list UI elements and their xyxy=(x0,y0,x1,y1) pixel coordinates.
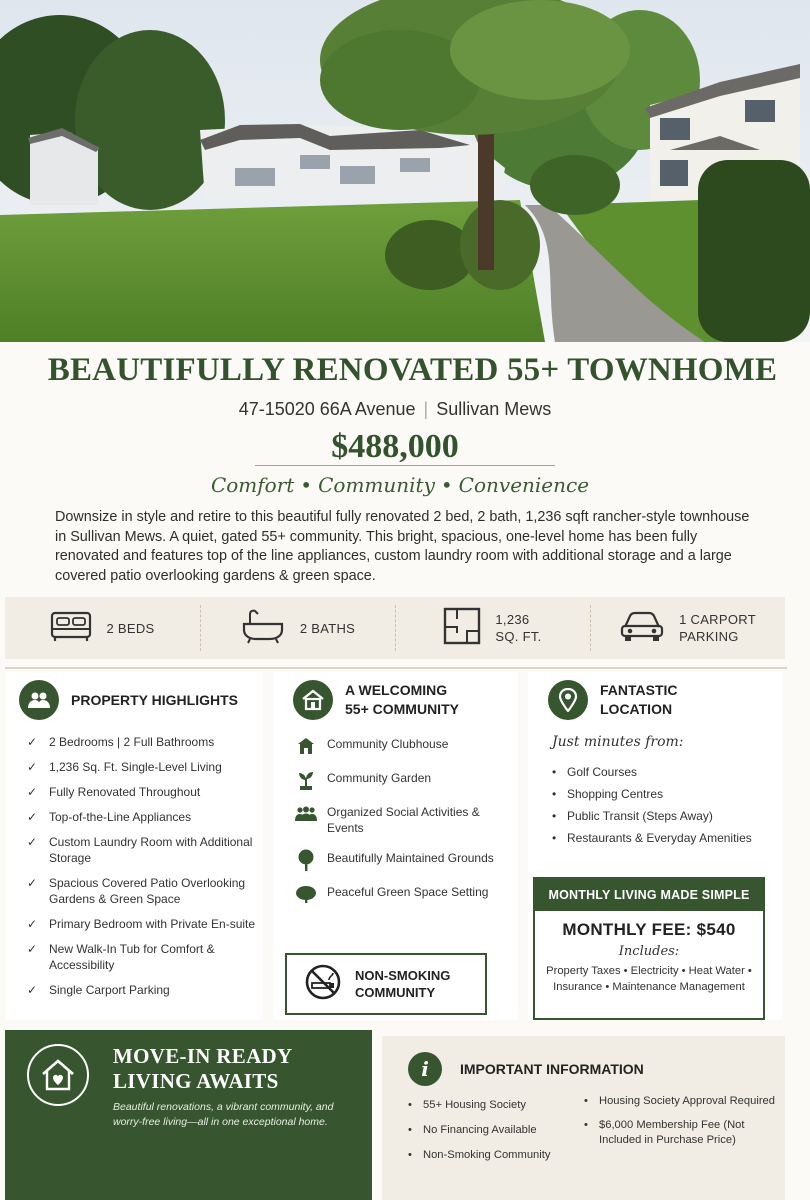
community-list xyxy=(295,736,515,918)
non-smoking-label: NON-SMOKING COMMUNITY xyxy=(355,968,451,1000)
monthly-fee-box xyxy=(533,877,765,1020)
list-item: • $6,000 Membership Fee (Not Included in Purchase Price) xyxy=(584,1118,779,1148)
feature-strip xyxy=(5,597,785,659)
green-space-icon xyxy=(295,884,317,904)
location-subtitle: Just minutes from: xyxy=(552,734,684,750)
check-icon: ✓ xyxy=(27,917,38,931)
divider: | xyxy=(423,399,429,419)
listing-address xyxy=(0,399,790,420)
check-icon: ✓ xyxy=(27,983,38,997)
list-item: • Restaurants & Everyday Amenities xyxy=(552,830,762,846)
floorplan-icon xyxy=(443,607,481,650)
tree-icon xyxy=(295,850,317,870)
monthly-fee: MONTHLY FEE: $540 xyxy=(562,920,736,939)
list-item: Community Clubhouse xyxy=(295,736,515,756)
section-title: FANTASTIC LOCATION xyxy=(600,682,678,717)
list-item: ✓ 1,236 Sq. Ft. Single-Level Living xyxy=(27,760,222,774)
listing-price: $488,000 xyxy=(331,428,459,465)
info-icon: i xyxy=(408,1052,442,1086)
feature-label: 2 BATHS xyxy=(299,620,356,636)
list-item: ✓ Primary Bedroom with Private En-suite xyxy=(27,917,256,931)
info-list-left xyxy=(408,1098,583,1173)
list-item: ✓ Top-of-the-Line Appliances xyxy=(27,810,192,824)
location-section xyxy=(528,672,783,1020)
hero-photo xyxy=(0,0,810,342)
check-icon: ✓ xyxy=(27,785,38,799)
people-icon xyxy=(19,680,59,720)
car-icon xyxy=(619,609,665,648)
feature-baths xyxy=(200,597,395,659)
clubhouse-icon xyxy=(295,736,317,756)
feature-label xyxy=(679,611,756,645)
feature-label: 2 BEDS xyxy=(106,620,155,636)
parking-line2: PARKING xyxy=(679,629,739,644)
tagline-word: Comfort xyxy=(210,473,295,497)
section-header xyxy=(548,680,678,720)
feature-beds xyxy=(5,597,200,659)
section-header xyxy=(408,1052,644,1086)
people-icon xyxy=(295,804,317,824)
check-icon: ✓ xyxy=(27,735,38,749)
list-item: • 55+ Housing Society xyxy=(408,1098,583,1113)
list-item: Community Garden xyxy=(295,770,515,790)
property-highlights-section xyxy=(5,672,263,1020)
bathtub-icon xyxy=(240,608,286,649)
section-title: A WELCOMING 55+ COMMUNITY xyxy=(345,682,459,717)
bullet: • xyxy=(440,473,453,497)
garden-icon xyxy=(295,770,317,790)
check-icon: ✓ xyxy=(27,760,38,774)
street-address: 47-15020 66A Avenue xyxy=(238,399,416,419)
move-in-text: Beautiful renovations, a vibrant community, and worry-free living—all in one exceptional home. xyxy=(113,1101,334,1128)
list-item: • Public Transit (Steps Away) xyxy=(552,808,762,824)
community-section xyxy=(273,672,518,1020)
move-in-banner xyxy=(5,1030,372,1200)
list-item: ✓ New Walk-In Tub for Comfort & Accessibility xyxy=(27,942,215,972)
info-list-right xyxy=(584,1094,779,1157)
tagline-word: Community xyxy=(318,473,435,497)
complex-name: Sullivan Mews xyxy=(436,399,552,419)
bed-icon xyxy=(50,609,92,648)
location-list xyxy=(552,764,762,852)
list-item: • Shopping Centres xyxy=(552,786,762,802)
feature-sqft xyxy=(395,597,590,659)
location-pin-icon xyxy=(548,680,588,720)
sqft-value: 1,236 xyxy=(495,612,530,627)
list-item: ✓ 2 Bedrooms | 2 Full Bathrooms xyxy=(27,735,215,749)
fee-includes-label: Includes: xyxy=(618,944,680,959)
list-item: ✓ Custom Laundry Room with Additional Storage xyxy=(27,835,253,865)
home-heart-icon xyxy=(27,1044,89,1106)
check-icon: ✓ xyxy=(27,876,38,890)
price-underline xyxy=(255,465,555,466)
section-title: IMPORTANT INFORMATION xyxy=(460,1061,644,1077)
feature-parking xyxy=(590,597,785,659)
list-item: • Non-Smoking Community xyxy=(408,1148,583,1163)
tagline-word: Convenience xyxy=(458,473,590,497)
check-icon: ✓ xyxy=(27,810,38,824)
divider xyxy=(5,667,787,669)
no-smoking-icon xyxy=(305,964,341,1005)
house-icon xyxy=(293,680,333,720)
highlights-list xyxy=(25,734,265,1007)
fee-header: MONTHLY LIVING MADE SIMPLE xyxy=(535,879,763,911)
section-header xyxy=(293,680,459,720)
list-item: • No Financing Available xyxy=(408,1123,583,1138)
listing-description: Downsize in style and retire to this beautiful fully renovated 2 bed, 2 bath, 1,236 sqft rancher-style townhouse in Sullivan Mews. A quiet, gated 55+ community. This bright, spacious, one-level home has been fully renovated and features top of the line appliances, custom laundry room with additional storage and a large covered patio overlooking gardens & green space. xyxy=(55,509,750,584)
move-in-title: MOVE-IN READY LIVING AWAITS xyxy=(113,1044,293,1093)
list-item: Peaceful Green Space Setting xyxy=(295,884,515,904)
fee-includes-items: Property Taxes • Electricity • Heat Water • Insurance • Maintenance Management xyxy=(546,965,752,993)
list-item: Beautifully Maintained Grounds xyxy=(295,850,515,870)
feature-label xyxy=(495,611,541,645)
bullet: • xyxy=(300,473,313,497)
tagline xyxy=(0,473,800,497)
listing-title: BEAUTIFULLY RENOVATED 55+ TOWNHOME xyxy=(47,352,778,388)
list-item: ✓ Spacious Covered Patio Overlooking Gardens & Green Space xyxy=(27,876,246,906)
non-smoking-badge xyxy=(285,953,487,1015)
list-item: ✓ Fully Renovated Throughout xyxy=(27,785,201,799)
list-item: • Golf Courses xyxy=(552,764,762,780)
important-information-section xyxy=(382,1036,785,1200)
list-item: Organized Social Activities & Events xyxy=(295,804,515,836)
parking-line1: 1 CARPORT xyxy=(679,612,756,627)
section-header xyxy=(19,680,238,720)
section-title: PROPERTY HIGHLIGHTS xyxy=(71,691,238,708)
check-icon: ✓ xyxy=(27,835,38,849)
list-item: ✓ Single Carport Parking xyxy=(27,983,170,997)
list-item: • Housing Society Approval Required xyxy=(584,1094,779,1109)
sqft-unit: SQ. FT. xyxy=(495,629,542,644)
check-icon: ✓ xyxy=(27,942,38,956)
